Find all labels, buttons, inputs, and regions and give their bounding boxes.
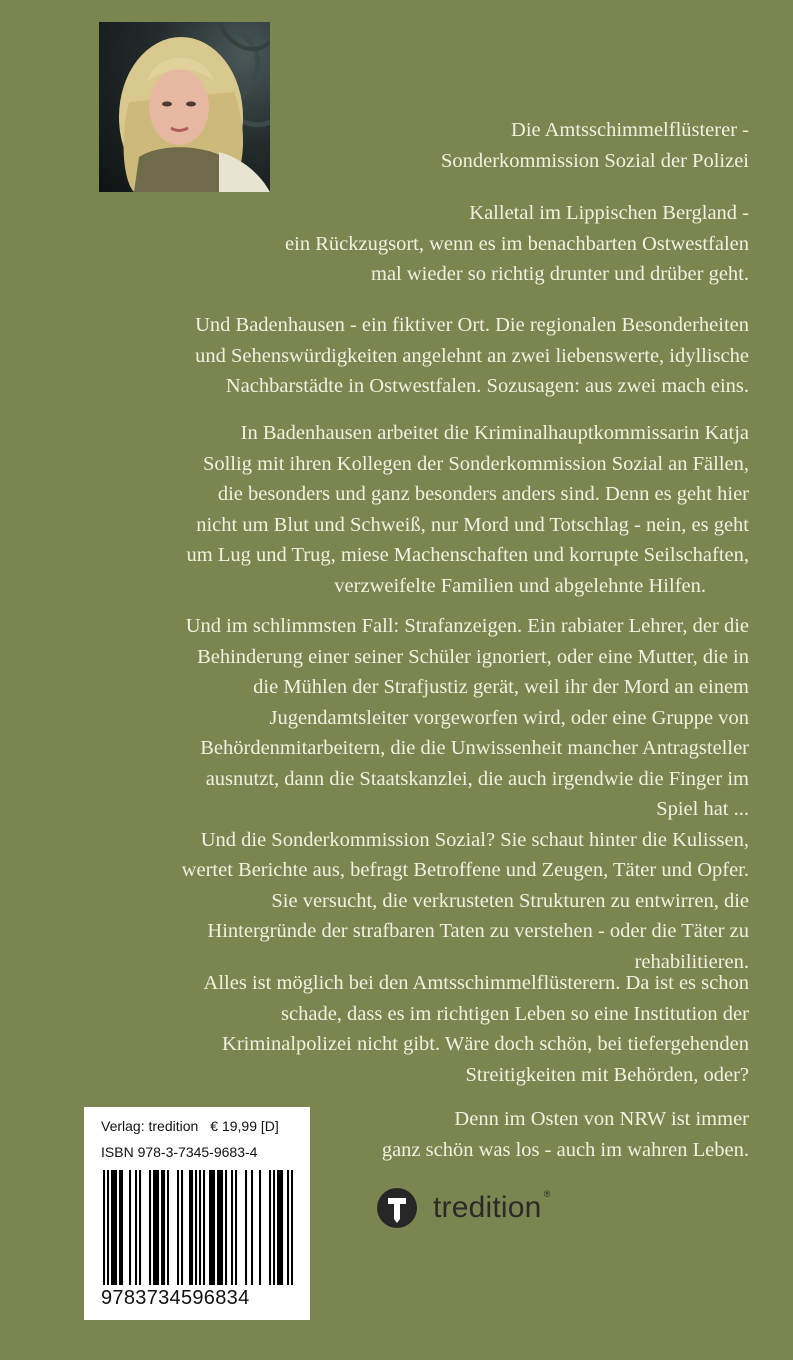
blurb-line: Sollig mit ihren Kollegen der Sonderkommission Sozial an Fällen, bbox=[202, 452, 749, 475]
barcode-bar bbox=[209, 1170, 211, 1285]
barcode-number: 9783734596834 bbox=[101, 1287, 250, 1309]
barcode-bar bbox=[199, 1170, 201, 1285]
blurb-line: Und Badenhausen - ein fiktiver Ort. Die regionalen Besonderheiten bbox=[195, 314, 749, 336]
barcode-bar bbox=[149, 1170, 151, 1285]
blurb-line: um Lug und Trug, miese Machenschaften und korrupte Seilschaften, bbox=[186, 544, 749, 566]
barcode-bar bbox=[157, 1170, 159, 1285]
blurb-line: wertet Berichte aus, befragt Betroffene und Zeugen, Täter und Opfer. bbox=[181, 859, 749, 881]
barcode-bar bbox=[225, 1170, 227, 1285]
blurb-line: Kalletal im Lippischen Bergland - bbox=[469, 202, 749, 224]
barcode-bar bbox=[273, 1170, 275, 1285]
blurb-line: rehabilitieren. bbox=[634, 950, 749, 973]
registered-mark: ® bbox=[543, 1189, 551, 1199]
blurb-line: Nachbarstädte in Ostwestfalen. Sozusagen: aus zwei mach eins. bbox=[225, 375, 749, 397]
barcode-bar bbox=[111, 1170, 113, 1285]
isbn-text: ISBN 978-3-7345-9683-4 bbox=[101, 1144, 258, 1160]
blurb-line: ganz schön was los - auch im wahren Leben. bbox=[381, 1138, 749, 1161]
blurb-paragraph-3 bbox=[112, 310, 749, 402]
barcode-bar bbox=[235, 1170, 237, 1285]
blurb-line: ausnutzt, dann die Staatskanzlei, die auch irgendwie die Finger im bbox=[205, 767, 749, 790]
price-isbn-label bbox=[84, 1107, 310, 1320]
publisher-price-row bbox=[101, 1118, 279, 1134]
blurb-line: Und im schlimmsten Fall: Strafanzeigen. Ein rabiater Lehrer, der die bbox=[185, 615, 749, 637]
barcode-bar bbox=[251, 1170, 253, 1285]
blurb-line: die Mühlen der Strafjustiz gerät, weil ihr der Mord an einem bbox=[253, 676, 749, 698]
blurb-paragraph-5 bbox=[112, 611, 749, 977]
barcode-bar bbox=[129, 1170, 131, 1285]
barcode-bar bbox=[221, 1170, 223, 1285]
barcode-bar bbox=[269, 1170, 271, 1285]
barcode-bar bbox=[135, 1170, 137, 1285]
blurb-line: und Sehenswürdigkeiten angelehnt an zwei liebenswerte, idyllische bbox=[195, 344, 749, 367]
barcode-bar bbox=[119, 1170, 121, 1285]
blurb-line: Streitigkeiten mit Behörden, oder? bbox=[465, 1063, 749, 1086]
blurb-paragraph-1 bbox=[112, 115, 749, 176]
barcode-bar bbox=[167, 1170, 169, 1285]
barcode-bar bbox=[211, 1170, 213, 1285]
blurb-paragraph-4 bbox=[112, 418, 749, 601]
barcode-bar bbox=[107, 1170, 109, 1285]
blurb-line: Kriminalpolizei nicht gibt. Wäre doch schön, bei tiefergehenden bbox=[222, 1033, 749, 1055]
barcode-bar bbox=[277, 1170, 279, 1285]
blurb-line: In Badenhausen arbeitet die Kriminalhauptkommissarin Katja bbox=[240, 422, 749, 444]
barcode bbox=[103, 1170, 293, 1285]
blurb-paragraph-6 bbox=[112, 968, 749, 1090]
barcode-bar bbox=[115, 1170, 117, 1285]
blurb-paragraph-2 bbox=[112, 198, 749, 290]
barcode-bar bbox=[217, 1170, 219, 1285]
blurb-line: Behördenmitarbeitern, die die Unwissenheit mancher Antragsteller bbox=[200, 737, 749, 759]
barcode-bar bbox=[161, 1170, 163, 1285]
barcode-bar bbox=[259, 1170, 261, 1285]
price-text: € 19,99 [D] bbox=[210, 1118, 279, 1134]
barcode-bar bbox=[155, 1170, 157, 1285]
barcode-bar bbox=[189, 1170, 191, 1285]
barcode-bar bbox=[139, 1170, 141, 1285]
barcode-bar bbox=[203, 1170, 205, 1285]
tredition-t-icon bbox=[377, 1188, 417, 1228]
logo-text bbox=[433, 1189, 551, 1225]
blurb-line: Sie versucht, die verkrusteten Strukturen zu entwirren, die bbox=[271, 889, 749, 912]
barcode-bar bbox=[281, 1170, 283, 1285]
barcode-bar bbox=[219, 1170, 221, 1285]
tredition-logo bbox=[377, 1186, 551, 1230]
blurb-line: Sonderkommission Sozial der Polizei bbox=[440, 149, 749, 172]
barcode-bar bbox=[287, 1170, 289, 1285]
blurb-line: Jugendamtsleiter vorgeworfen wird, oder eine Gruppe von bbox=[269, 706, 749, 729]
blurb-line: schade, dass es im richtigen Leben so eine Institution der bbox=[281, 1002, 749, 1025]
blurb-line: Und die Sonderkommission Sozial? Sie schaut hinter die Kulissen, bbox=[200, 828, 749, 851]
barcode-bar bbox=[279, 1170, 281, 1285]
barcode-bar bbox=[113, 1170, 115, 1285]
barcode-bar bbox=[231, 1170, 233, 1285]
barcode-bar bbox=[181, 1170, 183, 1285]
blurb-line: verzweifelte Familien und abgelehnte Hilfen. bbox=[334, 574, 706, 597]
logo-wordmark: tredition bbox=[433, 1191, 542, 1224]
barcode-bar bbox=[291, 1170, 293, 1285]
blurb-line: mal wieder so richtig drunter und drüber geht. bbox=[371, 263, 749, 285]
barcode-bar bbox=[195, 1170, 197, 1285]
barcode-bar bbox=[153, 1170, 155, 1285]
blurb-line: Behinderung einer seiner Schüler ignoriert, oder eine Mutter, die in bbox=[197, 645, 749, 668]
publisher-text: Verlag: tredition bbox=[101, 1118, 199, 1134]
blurb-line: Denn im Osten von NRW ist immer bbox=[454, 1108, 749, 1130]
barcode-bar bbox=[163, 1170, 165, 1285]
blurb-line: Hintergründe der strafbaren Taten zu verstehen - oder die Täter zu bbox=[207, 920, 749, 942]
blurb-line: Die Amtsschimmelflüsterer - bbox=[511, 119, 749, 141]
barcode-bar bbox=[245, 1170, 247, 1285]
barcode-bar bbox=[213, 1170, 215, 1285]
barcode-bar bbox=[103, 1170, 105, 1285]
blurb-line: Alles ist möglich bei den Amtsschimmelflüsterern. Da ist es schon bbox=[203, 972, 749, 994]
blurb-line: ein Rückzugsort, wenn es im benachbarten Ostwestfalen bbox=[285, 232, 749, 255]
barcode-bar bbox=[191, 1170, 193, 1285]
barcode-bar bbox=[177, 1170, 179, 1285]
blurb-line: nicht um Blut und Schweiß, nur Mord und Totschlag - nein, es geht bbox=[196, 513, 749, 536]
blurb-line: Spiel hat ... bbox=[656, 798, 749, 820]
blurb-line: die besonders und ganz besonders anders sind. Denn es geht hier bbox=[217, 483, 749, 505]
barcode-bar bbox=[121, 1170, 123, 1285]
